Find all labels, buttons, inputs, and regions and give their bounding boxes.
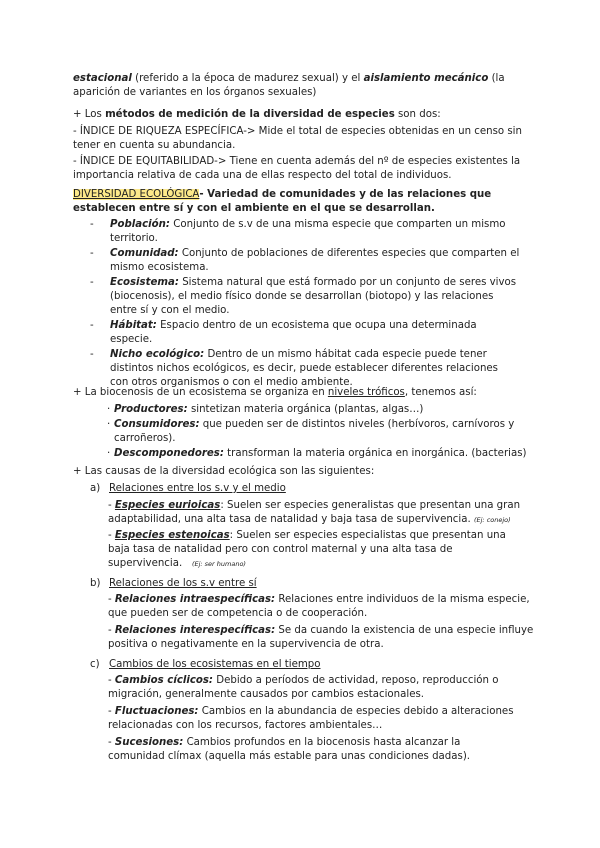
causas-heading xyxy=(73,465,374,479)
text: Cambios profundos en la biocenosis hasta alcanzar la xyxy=(183,737,461,748)
term: Especies estenoicas xyxy=(114,530,230,541)
text: positiva o negativamente en la supervivencia de otra. xyxy=(108,639,384,650)
text: comunidad clímax (aquella más estable para unas condiciones dadas). xyxy=(108,751,471,762)
causa-a-heading xyxy=(90,482,286,496)
text: con otros organismos o con el medio ambiente. xyxy=(110,377,353,388)
text: (la xyxy=(488,73,505,84)
term: Sucesiones: xyxy=(114,737,184,748)
term: aislamiento mecánico xyxy=(363,73,489,84)
list-item: - Ecosistema: Sistema natural que está formado por un conjunto de seres vivos (biocenosis), el medio físico donde se desarrollan (biotopo) y las relaciones entre sí y con el medio. xyxy=(90,276,540,318)
troficos-list xyxy=(107,403,547,461)
text: Sistema natural que está formado por un conjunto de seres vivos xyxy=(178,277,517,288)
text: Cambios en la abundancia de especies debido a alteraciones xyxy=(198,706,514,717)
diversidad-ecologica-section xyxy=(73,188,491,216)
text: Relaciones entre individuos de la misma especie, xyxy=(275,594,530,605)
text: aparición de variantes en los órganos sexuales) xyxy=(73,87,317,98)
text: + Los xyxy=(73,109,106,120)
term: Comunidad: xyxy=(110,248,179,259)
term: estacional xyxy=(73,73,132,84)
text: adaptabilidad, una alta tasa de natalidad y baja tasa de supervivencia. xyxy=(108,514,471,525)
troficos-heading xyxy=(73,386,477,400)
list-marker: b) xyxy=(90,578,101,589)
text: (referido a la época de madurez sexual) y el xyxy=(131,73,364,84)
list-item: - Hábitat: Espacio dentro de un ecosistema que ocupa una determinada especie. xyxy=(90,319,540,347)
text: + Las causas de la diversidad ecológica son las siguientes: xyxy=(73,466,375,477)
text: relacionadas con los recursos, factores ambientales… xyxy=(108,720,383,731)
text: son dos: xyxy=(394,109,441,120)
term: Hábitat: xyxy=(110,320,157,331)
text: Debido a períodos de actividad, reposo, reproducción o xyxy=(213,675,499,686)
list-item: - Comunidad: Conjunto de poblaciones de diferentes especies que comparten el mismo ecosistema. xyxy=(90,247,540,275)
subsection-title: Cambios de los ecosistemas en el tiempo xyxy=(109,659,321,670)
text: especie. xyxy=(110,334,153,345)
list-item: · Productores: sintetizan materia orgánica (plantas, algas…) xyxy=(107,404,424,415)
causa-b-heading xyxy=(90,577,257,591)
term: Relaciones intraespecíficas: xyxy=(114,594,276,605)
term: niveles tróficos xyxy=(327,387,405,398)
causa-c-heading xyxy=(90,658,321,672)
text: , tenemos así: xyxy=(404,387,477,398)
causa-a-content: - Especies eurioicas: Suelen ser especies generalistas que presentan una gran adaptabilidad, una alta tasa de natalidad y baja tasa de supervivencia. (Ej: conejo) - Especies estenoicas: Suelen ser especies especialistas que presentan una baja tasa de natalidad pero con control maternal y una alta tasa de supervivencia. (Ej: ser humano) xyxy=(108,499,548,571)
term: Cambios cíclicos: xyxy=(114,675,214,686)
metodos-section xyxy=(73,108,522,183)
text: establecen entre sí y con el ambiente en el que se desarrollan. xyxy=(73,203,435,214)
text: supervivencia. xyxy=(108,558,183,569)
term: Especies eurioicas xyxy=(114,500,221,511)
text: Dentro de un mismo hábitat cada especie puede tener xyxy=(204,349,487,360)
text: - ÍNDICE DE RIQUEZA ESPECÍFICA-> Mide el total de especies obtenidas en un censo sin xyxy=(73,126,522,137)
list-item: · Consumidores: que pueden ser de distintos niveles (herbívoros, carnívoros y carroñeros). xyxy=(107,418,547,446)
term: Relaciones interespecíficas: xyxy=(114,625,276,636)
list-item: · Descomponedores: transforman la materia orgánica en inorgánica. (bacterias) xyxy=(107,448,527,459)
list-marker: c) xyxy=(90,659,100,670)
list-item: - Nicho ecológico: Dentro de un mismo hábitat cada especie puede tener distintos nichos ecológicos, es decir, puede establecer diferentes relaciones con otros organismos o con el medio ambiente. xyxy=(90,348,540,390)
text: - ÍNDICE DE EQUITABILIDAD-> Tiene en cuenta además del nº de especies existentes la xyxy=(73,156,521,167)
term: métodos de medición de la diversidad de especies xyxy=(105,109,395,120)
text: (biocenosis), el medio físico donde se desarrollan (biotopo) y las relaciones xyxy=(110,291,494,302)
text: importancia relativa de cada una de ellas respecto del total de individuos. xyxy=(73,170,452,181)
text: tener en cuenta su abundancia. xyxy=(73,140,236,151)
example-note: (Ej: conejo) xyxy=(473,516,511,524)
term: Fluctuaciones: xyxy=(114,706,199,717)
causa-b-content: - Relaciones intraespecíficas: Relaciones entre individuos de la misma especie, que pueden ser de competencia o de cooperación. - Relaciones interespecíficas: Se da cuando la existencia de una especie influye positiva o negativamente en la supervivencia de otra. xyxy=(108,593,548,652)
ecologica-list xyxy=(90,218,540,390)
list-item: - Población: Conjunto de s.v de una misma especie que comparten un mismo territorio. xyxy=(90,218,540,246)
text: territorio. xyxy=(110,233,158,244)
causa-c-content: - Cambios cíclicos: Debido a períodos de actividad, reposo, reproducción o migración, generalmente causados por cambios estacionales. - Fluctuaciones: Cambios en la abundancia de especies debido a alteraciones relacionadas con los recursos, factores ambientales… - Sucesiones: Cambios profundos en la biocenosis hasta alcanzar la comunidad clímax (aquella más estable para unas condiciones dadas). xyxy=(108,674,548,764)
text: que pueden ser de competencia o de cooperación. xyxy=(108,608,368,619)
example-note: (Ej: ser humano) xyxy=(191,560,246,568)
text: Espacio dentro de un ecosistema que ocupa una determinada xyxy=(156,320,477,331)
intro-paragraph xyxy=(73,72,505,100)
term: Ecosistema: xyxy=(110,277,179,288)
subsection-title: Relaciones de los s.v entre sí xyxy=(109,578,257,589)
subsection-title: Relaciones entre los s.v y el medio xyxy=(109,483,286,494)
term: Nicho ecológico: xyxy=(110,349,205,360)
section-title: DIVERSIDAD ECOLÓGICA xyxy=(73,189,200,200)
text: sintetizan materia orgánica (plantas, algas…) xyxy=(187,404,424,415)
text: Conjunto de poblaciones de diferentes especies que comparten el xyxy=(178,248,520,259)
term: Descomponedores: xyxy=(114,448,224,459)
text: baja tasa de natalidad pero con control maternal y una alta tasa de xyxy=(108,544,453,555)
text: entre sí y con el medio. xyxy=(110,305,230,316)
text: mismo ecosistema. xyxy=(110,262,209,273)
text: - Variedad de comunidades y de las relaciones que xyxy=(199,189,492,200)
term: Consumidores: xyxy=(114,419,200,430)
term: Población: xyxy=(110,219,170,230)
text: carroñeros). xyxy=(114,433,176,444)
text: Conjunto de s.v de una misma especie que comparten un mismo xyxy=(169,219,506,230)
text: + La biocenosis de un ecosistema se organiza en xyxy=(73,387,328,398)
text: distintos nichos ecológicos, es decir, puede establecer diferentes relaciones xyxy=(110,363,498,374)
text: Se da cuando la existencia de una especie influye xyxy=(275,625,534,636)
text: : Suelen ser especies generalistas que presentan una gran xyxy=(220,500,521,511)
text: : Suelen ser especies especialistas que presentan una xyxy=(229,530,506,541)
text: transforman la materia orgánica en inorgánica. (bacterias) xyxy=(223,448,527,459)
text: migración, generalmente causados por cambios estacionales. xyxy=(108,689,425,700)
text: que pueden ser de distintos niveles (herbívoros, carnívoros y xyxy=(199,419,515,430)
term: Productores: xyxy=(114,404,188,415)
list-marker: a) xyxy=(90,483,101,494)
